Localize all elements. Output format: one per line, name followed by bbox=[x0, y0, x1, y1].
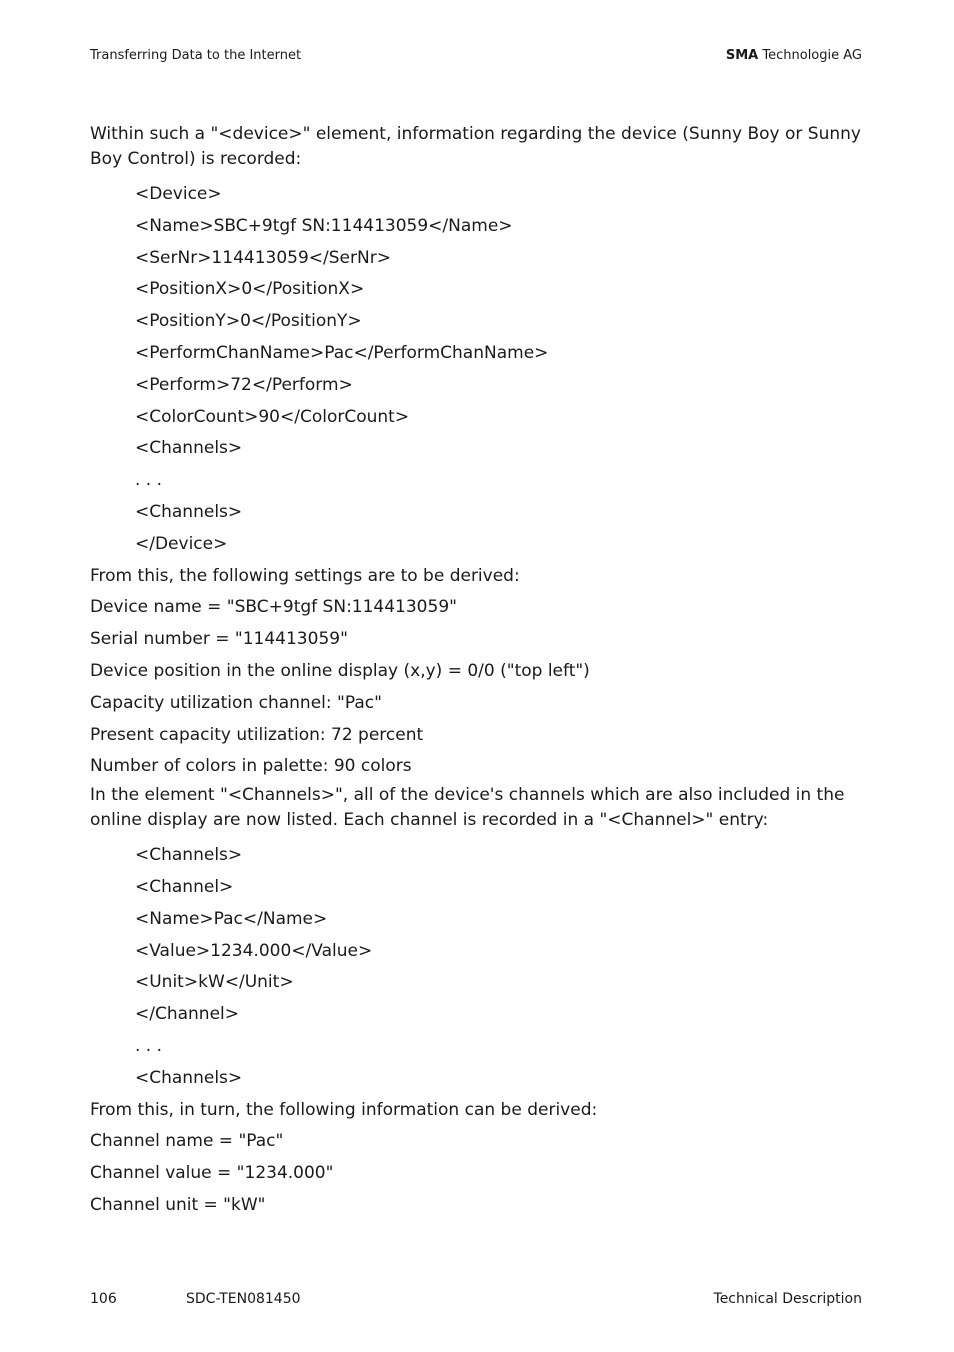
channel-code-block bbox=[90, 840, 862, 1094]
derived-intro: From this, the following settings are to be derived: bbox=[90, 565, 520, 586]
channels-paragraph: In the element "<Channels>", all of the device's channels which are also included in the online display are now listed. Each channel is recorded in a "<Channel>" entry: bbox=[90, 785, 845, 831]
derived-item: Device name = "SBC+9tgf SN:114413059" bbox=[90, 597, 457, 618]
code-line: <Value>1234.000</Value> bbox=[135, 940, 373, 961]
code-line: <Channels> bbox=[135, 845, 243, 866]
derived-item: Channel value = "1234.000" bbox=[90, 1163, 334, 1184]
code-line: <Name>SBC+9tgf SN:114413059</Name> bbox=[135, 215, 513, 236]
derived-item: Capacity utilization channel: "Pac" bbox=[90, 692, 382, 713]
code-line: </Device> bbox=[135, 533, 228, 554]
company-name bbox=[726, 46, 862, 66]
code-line: <PerformChanName>Pac</PerformChanName> bbox=[135, 342, 549, 363]
code-line: <Channels> bbox=[135, 1067, 243, 1088]
code-line: <Channel> bbox=[135, 876, 234, 897]
code-line: . . . bbox=[135, 1035, 163, 1056]
code-line: <ColorCount>90</ColorCount> bbox=[135, 406, 410, 427]
intro-paragraph: Within such a "<device>" element, information regarding the device (Sunny Boy or Sunny Boy Control) is recorded: bbox=[90, 124, 861, 169]
code-line: </Channel> bbox=[135, 1004, 240, 1025]
channel-derived-list bbox=[90, 1126, 862, 1221]
derived-settings-list bbox=[90, 592, 862, 783]
code-line: <Channels> bbox=[135, 438, 243, 459]
section-title: Transferring Data to the Internet bbox=[90, 48, 302, 63]
derived-item: Serial number = "114413059" bbox=[90, 629, 348, 650]
code-line: <Device> bbox=[135, 184, 222, 204]
code-line: <Perform>72</Perform> bbox=[135, 374, 353, 395]
code-line: <Channels> bbox=[135, 501, 243, 522]
derived-item: Number of colors in palette: 90 colors bbox=[90, 756, 412, 777]
code-line: <SerNr>114413059</SerNr> bbox=[135, 247, 391, 268]
device-code-block bbox=[90, 179, 862, 561]
page-header bbox=[90, 46, 862, 66]
page-footer bbox=[90, 1289, 862, 1309]
brand-logo-text: SMA bbox=[725, 48, 759, 63]
code-line: . . . bbox=[135, 470, 163, 491]
derived-item: Channel name = "Pac" bbox=[90, 1131, 284, 1152]
derived-item: Present capacity utilization: 72 percent bbox=[90, 724, 424, 745]
code-line: <Name>Pac</Name> bbox=[135, 908, 328, 929]
channel-derived-intro: From this, in turn, the following information can be derived: bbox=[90, 1099, 598, 1120]
company-suffix: Technologie AG bbox=[762, 48, 862, 63]
derived-item: Channel unit = "kW" bbox=[90, 1194, 266, 1215]
document-id: SDC-TEN081450 bbox=[186, 1291, 301, 1307]
document-type: Technical Description bbox=[713, 1291, 862, 1307]
code-line: <Unit>kW</Unit> bbox=[135, 972, 294, 993]
code-line: <PositionY>0</PositionY> bbox=[135, 311, 362, 332]
page-body bbox=[90, 122, 862, 1222]
derived-item: Device position in the online display (x,y) = 0/0 ("top left") bbox=[90, 660, 590, 681]
page-number: 106 bbox=[90, 1291, 117, 1307]
code-line: <PositionX>0</PositionX> bbox=[135, 279, 365, 300]
